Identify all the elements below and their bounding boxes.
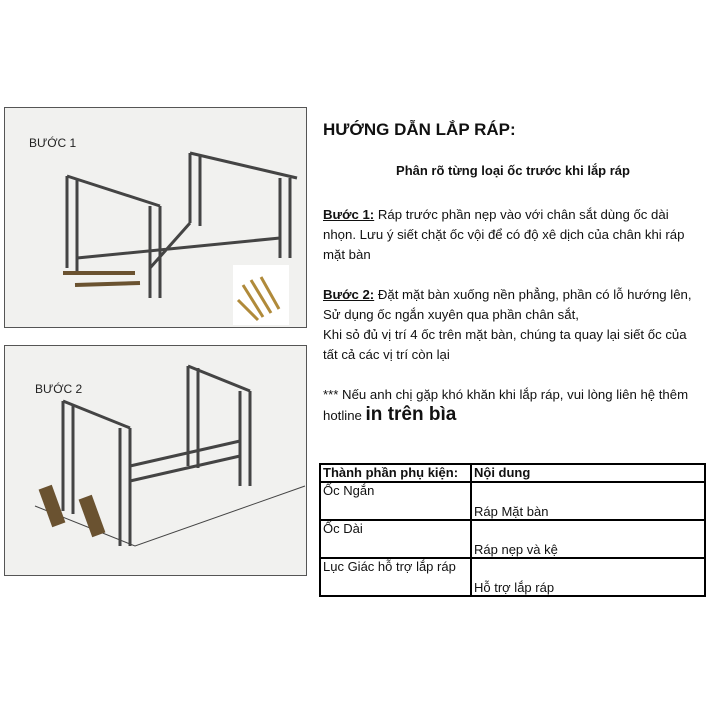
step2-line2: Sử dụng ốc ngắn xuyên qua phần chân sắt, [323, 307, 579, 322]
subtitle: Phân rõ từng loại ốc trước khi lắp ráp [396, 163, 630, 178]
part-cell: Ốc Dài [320, 520, 471, 558]
header-cell: Nội dung [471, 464, 705, 482]
table-row [320, 520, 705, 558]
note-emphasis: in trên bìa [365, 404, 457, 425]
content-cell: Ráp Mặt bàn [471, 482, 705, 520]
table-header [320, 464, 705, 482]
content-cell: Hỗ trợ lắp ráp [471, 558, 705, 596]
table-assembly-drawing [5, 346, 308, 577]
note-text: *** Nếu anh chị gặp khó khăn khi lắp ráp, vui lòng liên hệ thêm hotline [323, 387, 689, 423]
accessories-table [319, 463, 706, 597]
step2-line3: Khi sỏ đủ vị trí 4 ốc trên mặt bàn, chúng ta quay lại siết ốc của tất cả các vị trí còn lại [323, 327, 687, 362]
step1-illustration [4, 107, 307, 328]
page-title: HƯỚNG DẪN LẮP RÁP: [323, 120, 516, 139]
hotline-note [323, 385, 703, 426]
content-cell: Ráp nẹp và kệ [471, 520, 705, 558]
step1-label: BƯỚC 1 [29, 136, 77, 150]
step2-instructions [323, 285, 703, 365]
step1-instructions [323, 205, 703, 265]
step2-illustration [4, 345, 307, 576]
step1-text: Ráp trước phần nẹp vào với chân sắt dùng ốc dài nhọn. Lưu ý siết chặt ốc vội để có độ xê dịch của chân khi ráp mặt bàn [323, 207, 685, 262]
step1-heading: Bước 1: [323, 207, 375, 222]
part-cell: Ốc Ngắn [320, 482, 471, 520]
step2-heading: Bước 2: [323, 287, 375, 302]
step2-line1: Đặt mặt bàn xuống nền phẳng, phần có lỗ hướng lên, [374, 287, 692, 302]
screws-photo [233, 265, 289, 325]
table-row [320, 558, 705, 596]
step2-label: BƯỚC 2 [35, 382, 83, 396]
part-cell: Lục Giác hỗ trợ lắp ráp [320, 558, 471, 596]
header-cell: Thành phần phụ kiện: [320, 464, 471, 482]
table-row [320, 482, 705, 520]
